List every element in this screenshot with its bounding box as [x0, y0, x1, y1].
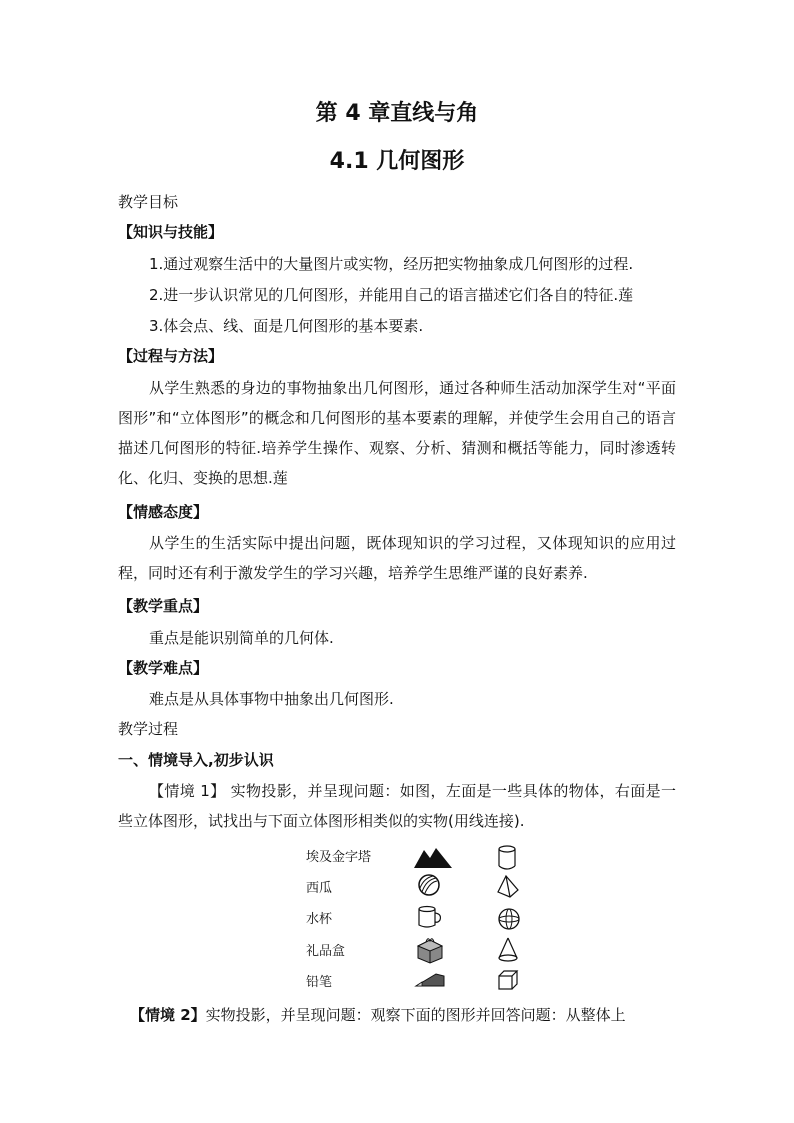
knowledge-item-3: 3.体会点、线、面是几何图形的基本要素. — [149, 317, 424, 335]
pyramid-icon — [412, 844, 456, 870]
chapter-title: 第 4 章直线与角 — [315, 101, 479, 126]
matching-figure — [300, 840, 540, 1000]
object-label-pencil: 铅笔 — [306, 975, 333, 990]
difficulty-text: 难点是从具体事物中抽象出几何图形. — [149, 690, 394, 708]
watermelon-icon — [416, 872, 442, 898]
process-method-heading: 【过程与方法】 — [118, 347, 224, 365]
process-method-text: 从学生熟悉的身边的事物抽象出几何图形，通过各种师生活动加深学生对“平面图形”和“立体图形”的概念和几何图形的基本要素的理解，并使学生会用自己的语言描述几何图形的特征.培养学生操作、观察、分析、猜测和概括等能力，同时渗透转化、化归、变换的思想.莲 — [118, 379, 676, 487]
object-label-watermelon: 西瓜 — [306, 881, 333, 896]
pyramid-solid-icon — [496, 874, 520, 900]
objectives-heading: 教学目标 — [118, 193, 179, 211]
scenario2-line — [130, 1005, 690, 1025]
key-point-text: 重点是能识别简单的几何体. — [149, 629, 334, 647]
cube-icon — [496, 968, 520, 992]
section1-heading: 一、情境导入,初步认识 — [118, 751, 274, 769]
difficulty-heading: 【教学难点】 — [118, 659, 209, 677]
object-label-cup: 水杯 — [306, 912, 333, 927]
scenario2-label: 【情境 2】 — [130, 1006, 206, 1024]
scenario1-text: 【情境 1】 实物投影，并呈现问题：如图，左面是一些具体的物体，右面是一些立体图形，试找出与下面立体图形相类似的实物(用线连接). — [118, 782, 676, 830]
pencil-icon — [414, 970, 446, 990]
emotion-text: 从学生的生活实际中提出问题，既体现知识的学习过程，又体现知识的应用过程，同时还有利于激发学生的学习兴趣，培养学生思维严谨的良好素养. — [118, 534, 676, 582]
emotion-heading: 【情感态度】 — [118, 503, 209, 521]
knowledge-item-2: 2.进一步认识常见的几何图形，并能用自己的语言描述它们各自的特征.莲 — [149, 286, 634, 304]
cone-icon — [496, 936, 520, 964]
scenario2-text: 实物投影，并呈现问题：观察下面的图形并回答问题：从整体上 — [205, 1006, 626, 1024]
teaching-process-heading: 教学过程 — [118, 720, 179, 738]
cup-icon — [416, 904, 444, 930]
key-point-heading: 【教学重点】 — [118, 597, 209, 615]
gift-box-icon — [414, 936, 446, 964]
knowledge-heading: 【知识与技能】 — [118, 223, 224, 241]
object-label-pyramid: 埃及金字塔 — [306, 850, 372, 865]
object-label-gift-box: 礼品盒 — [306, 944, 346, 959]
section-title: 4.1 几何图形 — [329, 149, 465, 174]
cylinder-icon — [496, 844, 518, 872]
sphere-icon — [496, 906, 522, 932]
knowledge-item-1: 1.通过观察生活中的大量图片或实物，经历把实物抽象成几何图形的过程. — [149, 255, 634, 273]
